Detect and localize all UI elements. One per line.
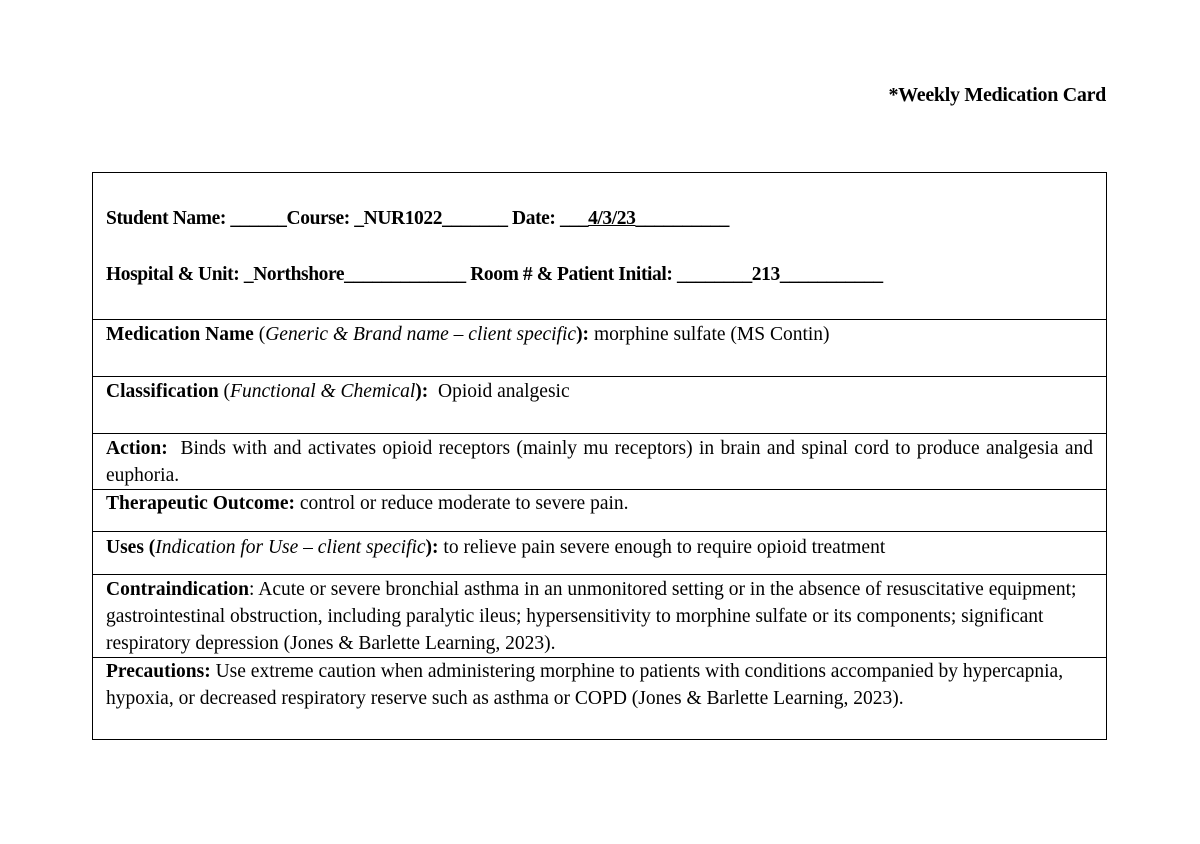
date-value: 4/3/23 [588, 208, 636, 229]
action-label: Action: [106, 438, 168, 459]
action-row [93, 433, 1106, 489]
contraindication-row [93, 574, 1106, 657]
date-pre-blank: ___ [560, 208, 589, 229]
hospital-info-line [106, 261, 1093, 289]
therapeutic-outcome-value: control or reduce moderate to severe pain. [299, 493, 629, 514]
therapeutic-outcome-label: Therapeutic Outcome: [106, 493, 296, 514]
therapeutic-outcome-row [93, 489, 1106, 531]
hospital-label: Hospital & Unit: [106, 264, 240, 285]
medication-open-paren: ( [258, 324, 266, 345]
precautions-label: Precautions: [106, 661, 211, 682]
action-value: Binds with and activates opioid receptors (mainly mu receptors) in brain and spinal cord to produce analgesia and euphoria. [106, 438, 1094, 486]
medication-name-row [93, 319, 1106, 376]
course-value: _NUR1022_______ [354, 208, 508, 229]
uses-row [93, 531, 1106, 574]
room-label: Room # & Patient Initial: [470, 264, 673, 285]
classification-hint: Functional & Chemical [230, 381, 416, 402]
medication-name-label: Medication Name [106, 324, 254, 345]
room-post-blank: __________ [789, 264, 883, 285]
medication-card-table [92, 172, 1107, 740]
contraindication-label: Contraindication [106, 579, 250, 600]
uses-open-paren: ( [148, 537, 156, 558]
room-value: _213_ [742, 264, 790, 285]
uses-value: to relieve pain severe enough to require opioid treatment [443, 537, 886, 558]
medication-name-hint: Generic & Brand name – client specific [265, 324, 577, 345]
document-title: *Weekly Medication Card [888, 84, 1106, 106]
contraindication-value: : Acute or severe bronchial asthma in an unmonitored setting or in the absence of resuscitative equipment; gastrointestinal obstruction, including paralytic ileus; hypersensitivity to morphine sulfate or its components; significant respiratory depression (Jones & Barlette Learning, 2023). [106, 579, 1077, 654]
classification-label: Classification [106, 381, 219, 402]
date-label: Date: [512, 208, 556, 229]
classification-close-paren: ): [415, 381, 429, 402]
header-section [93, 173, 1106, 319]
classification-row [93, 376, 1106, 433]
medication-close-paren: ): [576, 324, 590, 345]
uses-hint: Indication for Use – client specific [155, 537, 426, 558]
room-pre-blank: _______ [677, 264, 743, 285]
uses-close-paren: ): [425, 537, 439, 558]
uses-label: Uses [106, 537, 144, 558]
medication-name-value: morphine sulfate (MS Contin) [593, 324, 830, 345]
classification-open-paren: ( [223, 381, 231, 402]
precautions-value: Use extreme caution when administering morphine to patients with conditions accompanied by hypercapnia, hypoxia, or decreased respiratory reserve such as asthma or COPD (Jones & Barlette Learning, 2023). [106, 661, 1064, 709]
student-info-line [106, 205, 1093, 233]
course-label: Course: [286, 208, 350, 229]
date-post-blank: __________ [635, 208, 730, 229]
student-name-value: ______ [230, 208, 287, 229]
student-name-label: Student Name: [106, 208, 226, 229]
hospital-value: _Northshore_____________ [243, 264, 466, 285]
precautions-row [93, 657, 1106, 739]
classification-value: Opioid analgesic [438, 381, 570, 402]
